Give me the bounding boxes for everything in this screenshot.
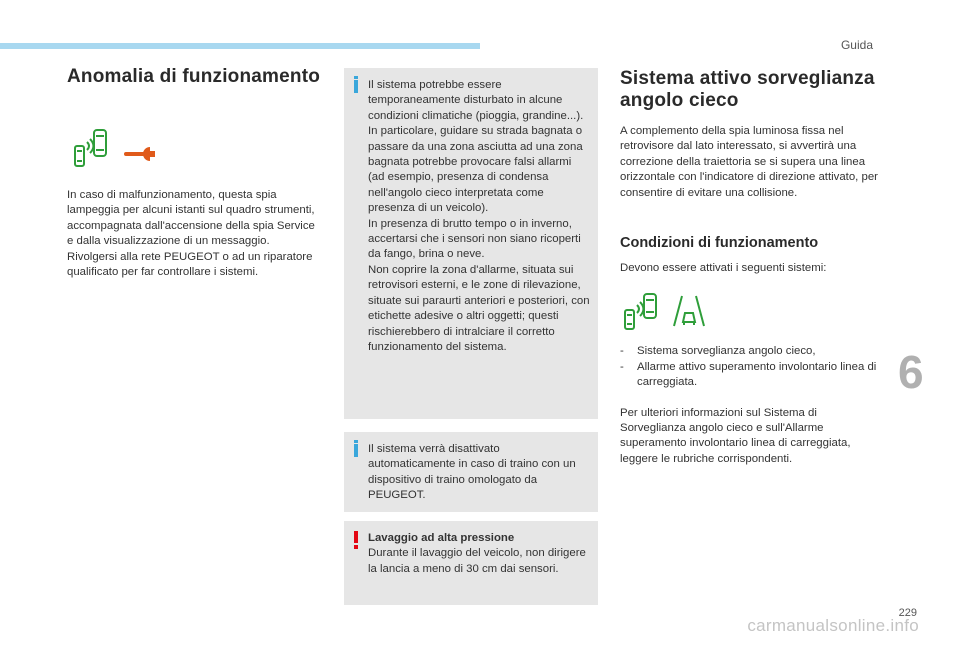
info-icon-dot xyxy=(354,76,358,79)
malfunction-text: In caso di malfunzionamento, questa spia lampeggia per alcuni istanti sul quadro strumenti, accompagnata dall'accensione della spia Service e dalla visualizzazione di un messaggio. xyxy=(67,189,315,248)
info-icon-dot xyxy=(354,440,358,443)
left-column xyxy=(67,66,323,280)
required-systems-list xyxy=(620,344,878,390)
list-item: - Sistema sorveglianza angolo cieco, xyxy=(620,345,816,358)
info-icon xyxy=(354,80,358,93)
malfunction-advice: Rivolgersi alla rete PEUGEOT o ad un riparatore qualificato per far controllare i sistemi. xyxy=(67,250,313,279)
note1-paragraph-2: In particolare, guidare su strada bagnata o passare da una zona asciutta ad una zona bagnata potrebbe provocare falsi allarmi (ad esempio, presenza di condensa nell'angolo cieco interpretata come presenza di un veicolo). xyxy=(368,125,583,215)
list-item-text: Sistema sorveglianza angolo cieco, xyxy=(637,345,816,358)
middle-column xyxy=(344,68,598,605)
exclamation-icon xyxy=(353,531,359,549)
section-label: Guida xyxy=(840,38,873,52)
note3-text: Durante il lavaggio del veicolo, non dirigere la lancia a meno di 30 cm dai sensori. xyxy=(368,547,586,575)
system-icons xyxy=(620,292,878,332)
blind-spot-intro: A complemento della spia luminosa fissa nel retrovisore dal lato interessato, si avvertirà una correzione della traiettoria se si supera una linea orizzontale con l'indicatore di direzione attivato, per consentire di evitare una collisione. xyxy=(620,125,878,199)
lane-departure-icon xyxy=(672,294,706,328)
watermark: carmanualsonline.info xyxy=(747,616,919,635)
list-item: - Allarme attivo superamento involontario linea di carreggiata. xyxy=(620,360,877,389)
blind-spot-heading: Sistema attivo sorveglianza angolo cieco xyxy=(620,68,875,111)
conditions-subheading: Condizioni di funzionamento xyxy=(620,235,819,252)
conditions-text: Devono essere attivati i seguenti sistemi: xyxy=(620,262,827,275)
note1-paragraph-4: Non coprire la zona d'allarme, situata sui retrovisori esterni, e le zone di rilevazione, situate sui paraurti anteriori e posteriori, con etichette adesive o altri oggetti; questi rischierebbero di intralciare il corretto funzionamento del sistema. xyxy=(368,263,590,353)
blind-spot-monitor-icon xyxy=(620,292,670,332)
chapter-number: 6 xyxy=(898,346,924,398)
note1-paragraph-3: In presenza di brutto tempo o in inverno, accertarsi che i sensori non siano ricoperti da fango, brina o neve. xyxy=(368,217,581,261)
wrench-icon xyxy=(124,144,160,164)
info-note-towing xyxy=(344,432,598,512)
page-number: 229 xyxy=(898,607,917,619)
note1-paragraph-1: Il sistema potrebbe essere temporaneamente disturbato in alcune condizioni climatiche (pioggia, grandine...). xyxy=(368,79,584,122)
right-column xyxy=(620,68,878,467)
note3-title: Lavaggio ad alta pressione xyxy=(368,532,515,544)
warning-icons xyxy=(72,128,323,172)
more-info-text: Per ulteriori informazioni sul Sistema di Sorveglianza angolo cieco e sull'Allarme superamento involontario linea di carreggiata, leggere le rubriche corrispondenti. xyxy=(620,406,851,465)
note2-text: Il sistema verrà disattivato automaticamente in caso di traino con un dispositivo di traino omologato da PEUGEOT. xyxy=(368,443,576,502)
warning-note-washing xyxy=(344,521,598,605)
list-item-text: Allarme attivo superamento involontario linea di carreggiata. xyxy=(637,360,877,389)
info-note-weather xyxy=(344,68,598,419)
malfunction-heading: Anomalia di funzionamento xyxy=(67,66,321,87)
top-accent-bar xyxy=(0,43,480,49)
info-icon xyxy=(354,444,358,457)
